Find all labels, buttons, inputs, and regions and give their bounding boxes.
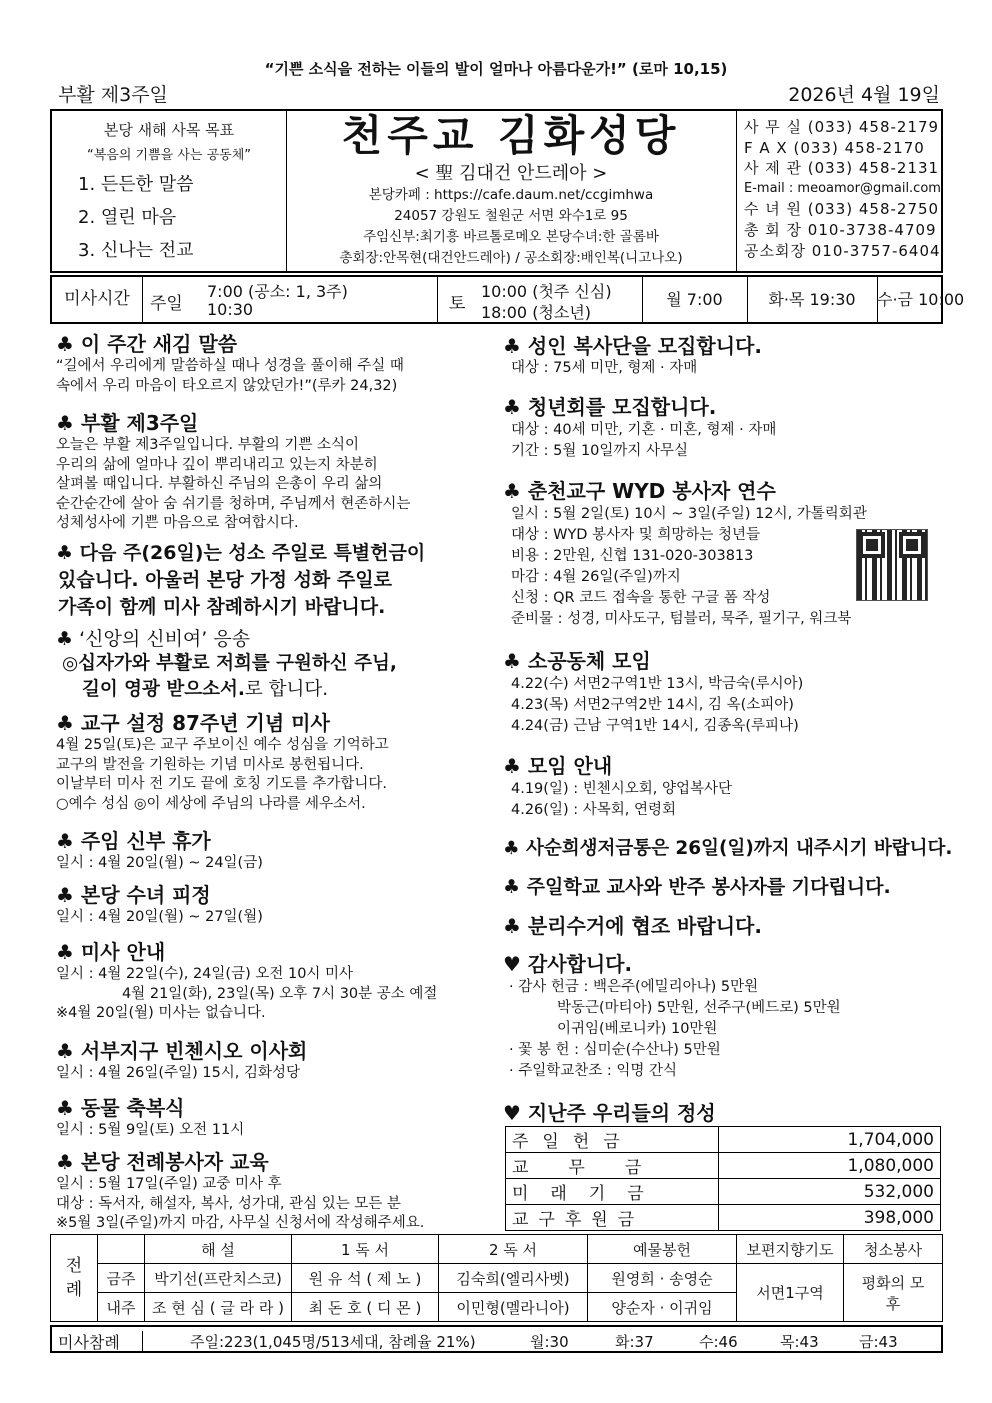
body-line: 대상 : 독서자, 해설자, 복사, 성가대, 관심 있는 모든 분: [56, 1195, 401, 1212]
sister-retreat-section: [56, 879, 263, 928]
acclamation-response: 길이 영광 받으소서.: [82, 679, 245, 700]
column-header: 1 독 서: [292, 1235, 439, 1264]
thanks-section: [503, 948, 841, 1082]
notice-line: ♣ 다음 주(26일)는 성소 주일로 특별헌금이: [56, 542, 426, 564]
section-title: ♣ 미사 안내: [56, 940, 166, 964]
easter-sunday-section: [56, 407, 410, 534]
goal-item: 2. 열린 마음: [78, 207, 177, 228]
acclamation-line: ◎십자가와 부활로 저희를 구원하신 주님,: [62, 653, 397, 674]
offerings-title-wrap: [503, 1097, 716, 1126]
prayer-cell: 서면1구역: [737, 1264, 844, 1322]
table-row: [506, 1127, 941, 1153]
body-line: 대상 : 40세 미만, 기혼 · 미혼, 형제 · 자매: [511, 422, 777, 438]
church-title: 천주교 김화성당: [341, 111, 681, 160]
body-line: 4.23(목) 서면2구역2반 14시, 김 옥(소피아): [511, 697, 794, 713]
body-line: · 꽃 봉 헌 : 심미순(수산나) 5만원: [509, 1042, 721, 1058]
cafe-link[interactable]: 본당카페 : https://cafe.daum.net/ccgimhwa: [368, 187, 654, 203]
table-cell: 김숙희(엘리사벳): [439, 1264, 588, 1293]
tue-thu-mass: 화·목 19:30: [747, 277, 878, 322]
meetings-section: [503, 750, 732, 821]
rectory-phone: 사 제 관 (033) 458-2131: [744, 159, 940, 178]
weekly-verse-section: [56, 328, 404, 396]
blank-header: [98, 1235, 145, 1264]
table-cell: 양순자 · 이귀임: [588, 1293, 737, 1322]
section-title: ♣ 부활 제3주일: [56, 411, 199, 435]
section-title: ♥ 지난주 우리들의 정성: [503, 1101, 716, 1125]
notice-title: ♣ 사순희생저금통은 26일(일)까지 내주시기 바랍니다.: [503, 838, 953, 859]
small-community-section: [503, 645, 803, 737]
mass-guide-section: [56, 936, 437, 1024]
attendance-bar: [50, 1325, 943, 1353]
table-row: [506, 1179, 941, 1205]
diocese-anniversary-section: [56, 707, 389, 814]
table-cell: 최 돈 호 ( 디 몬 ): [292, 1293, 439, 1322]
church-address: 24057 강원도 철원군 서면 와수1로 95: [394, 208, 628, 224]
offering-label: 미래기금: [506, 1179, 719, 1205]
body-line: 준비물 : 성경, 미사도구, 텀블러, 묵주, 필기구, 워크북: [511, 611, 852, 627]
bulletin-date: 2026년 4월 19일: [788, 84, 940, 106]
body-line: 비용 : 2만원, 신협 131-020-303813: [511, 548, 754, 564]
section-title: ♥ 감사합니다.: [503, 952, 633, 976]
wed-fri-mass: 수·금 10:00: [877, 290, 965, 309]
body-line: 이귀임(베로니카) 10만원: [557, 1021, 718, 1037]
body-line: 성체성사에 기쁜 마음으로 참여합시다.: [56, 515, 299, 531]
attendance-tue: 화:37: [615, 1333, 654, 1351]
body-line: 박동근(마티아) 5만원, 선주구(베드로) 5만원: [557, 1000, 841, 1016]
verse-line: “길에서 우리에게 말씀하실 때나 성경을 풀이해 주실 때: [56, 358, 404, 374]
offering-label: 교구후원금: [506, 1205, 719, 1231]
body-line: · 감사 헌금 : 백은주(에밀리아나) 5만원: [509, 979, 759, 995]
table-row: [506, 1153, 941, 1179]
body-line: 순간순간에 살아 숨 쉬기를 청하며, 주님께서 현존하시는: [56, 495, 411, 512]
mission-president-phone: 공소회장 010-3757-6404: [744, 241, 941, 260]
body-line: 일시 : 4월 22일(수), 24일(금) 오전 10시 미사: [56, 966, 354, 982]
sunday-label: 주일: [150, 294, 183, 314]
acclamation-line-2: [82, 677, 397, 703]
section-title: ♣ 본당 전례봉사자 교육: [56, 1150, 269, 1174]
section-title: ♣ 동물 축복식: [56, 1096, 185, 1120]
column-header: 보편지향기도: [737, 1235, 844, 1264]
body-line: 일시 : 5월 2일(토) 10시 ~ 3일(주일) 12시, 가톨릭회관: [511, 506, 867, 522]
column-header: 예물봉헌: [588, 1235, 737, 1264]
altar-servers-section: [503, 330, 762, 379]
offering-amount: 1,080,000: [719, 1153, 941, 1179]
section-title: ♣ 청년회를 모집합니다.: [503, 395, 717, 419]
contact-list: [736, 111, 941, 271]
goals-subtitle: “복음의 기쁨을 사는 공동체”: [86, 148, 251, 163]
sunday-time-1: 7:00 (공소: 1, 3주): [207, 282, 348, 301]
table-cell: 박기선(프란치스코): [145, 1264, 292, 1293]
body-line: 일시 : 4월 26일(주일) 15시, 김화성당: [56, 1065, 301, 1081]
saturday-mass: [437, 277, 643, 322]
body-line: 마감 : 4월 26일(주일)까지: [511, 569, 681, 585]
lent-savings-notice: [503, 834, 952, 860]
body-line: 4.26(일) : 사목회, 연령회: [511, 802, 676, 818]
section-title: ♣ 주임 신부 휴가: [56, 829, 211, 853]
body-line: 오늘은 부활 제3주일입니다. 부활의 기쁜 소식이: [56, 437, 360, 453]
section-title: ♣ ‘신앙의 신비여’ 응송: [56, 628, 251, 650]
body-line: 우리의 삶에 얼마나 깊이 뿌리내리고 있는지 차분히: [56, 456, 378, 473]
saturday-time-2: 18:00 (청소년): [481, 303, 592, 322]
presidents-info: 총회장:안목현(대건안드레아) / 공소회장:배인복(니고나오): [339, 250, 683, 266]
body-line: 대상 : 75세 미만, 형제 · 자매: [511, 360, 698, 376]
president-phone: 총 회 장 010-3738-4709: [744, 220, 937, 239]
patron-saint: < 聖 김대건 안드레아 >: [414, 163, 608, 184]
notice-line: 있습니다. 아울러 본당 가정 성화 주일로: [58, 569, 392, 591]
sunday-time-2: 10:30: [207, 300, 254, 319]
body-line: 일시 : 4월 20일(월) ~ 27일(월): [56, 909, 263, 925]
body-line: 대상 : WYD 봉사자 및 희망하는 청년들: [511, 527, 760, 543]
pastoral-goals: [52, 111, 287, 271]
attendance-sunday: 주일:223(1,045명/513세대, 참례율 21%): [190, 1333, 476, 1351]
vincent-board-section: [56, 1035, 307, 1084]
sunday-school-notice: [503, 872, 891, 899]
body-line: 4.22(수) 서면2구역1반 13시, 박금숙(루시아): [511, 676, 804, 692]
verse-line: 속에서 우리 마음이 타오르지 않았던가!”(루카 24,32): [56, 377, 398, 394]
notice-line: 가족이 함께 미사 참례하시기 바랍니다.: [58, 596, 386, 618]
offering-label: 주일헌금: [506, 1127, 719, 1153]
table-row: [506, 1205, 941, 1231]
body-line: 4.19(일) : 빈첸시오회, 양업복사단: [511, 781, 732, 797]
attendance-fri: 금:43: [859, 1333, 898, 1351]
liturgy-training-section: [56, 1146, 424, 1234]
offering-amount: 398,000: [719, 1205, 941, 1231]
section-title: ♣ 모임 안내: [503, 754, 613, 778]
fax-number: F A X (033) 458-2170: [744, 138, 925, 157]
priest-info: 주임신부:최기흥 바르톨로메오 본당수녀:한 골롬바: [363, 229, 659, 245]
column-header: 해 설: [145, 1235, 292, 1264]
section-title: ♣ 이 주간 새김 말씀: [56, 332, 238, 356]
masthead: [50, 109, 943, 273]
week-label: 내주: [98, 1293, 145, 1322]
offerings-table: [505, 1126, 941, 1231]
table-row: [51, 1235, 943, 1264]
wyd-training-section: [503, 475, 867, 630]
body-line: 이날부터 미사 전 기도 끝에 호칭 기도를 추가합니다.: [56, 776, 388, 792]
body-line: 일시 : 5월 9일(토) 오전 11시: [56, 1122, 245, 1138]
section-title: ♣ 서부지구 빈첸시오 이사회: [56, 1039, 308, 1063]
body-line: 4월 21일(화), 23일(목) 오후 7시 30분 공소 예절: [122, 985, 438, 1002]
section-title: ♣ 소공동체 모임: [503, 649, 651, 673]
mass-times-label: 미사시간: [52, 277, 143, 322]
acclamation-suffix: 로 합니다.: [244, 679, 329, 700]
goal-item: 3. 신나는 전교: [78, 240, 194, 261]
body-line: ※4월 20일(월) 미사는 없습니다.: [56, 1005, 266, 1021]
body-line: 살펴볼 때입니다. 부활하신 주님의 은총이 우리 삶의: [56, 476, 383, 492]
offering-amount: 532,000: [719, 1179, 941, 1205]
column-header: 2 독 서: [439, 1235, 588, 1264]
goal-item: 1. 든든한 말씀: [78, 174, 194, 195]
youth-group-section: [503, 391, 776, 462]
notice-title: ♣ 주일학교 교사와 반주 봉사자를 기다립니다.: [503, 876, 891, 898]
week-label: 금주: [98, 1264, 145, 1293]
office-phone: 사 무 실 (033) 458-2179: [744, 118, 940, 136]
monday-mass: 월 7:00: [642, 277, 748, 322]
liturgy-duty-table: [50, 1234, 943, 1322]
duty-row-label-text: 전례: [65, 1256, 83, 1300]
goals-title: 본당 새해 사목 목표: [103, 121, 235, 139]
section-title: ♣ 춘천교구 WYD 봉사자 연수: [503, 479, 776, 503]
recycling-notice: [503, 910, 762, 939]
attendance-label: 미사참례: [58, 1333, 120, 1352]
vocation-sunday-notice: [56, 540, 425, 621]
sunday-mass: [142, 277, 438, 322]
body-line: 4월 25일(토)은 교구 주보이신 예수 성심을 기억하고: [56, 737, 389, 753]
acclamation-section: [56, 624, 397, 703]
attendance-wed: 수:46: [699, 1333, 738, 1351]
saturday-time-1: 10:00 (첫주 신심): [481, 282, 612, 301]
body-line: 기간 : 5월 10일까지 사무실: [511, 443, 689, 459]
priest-vacation-section: [56, 825, 263, 874]
duty-row-label: [51, 1235, 98, 1322]
body-line: ○예수 성심 ◎이 세상에 주님의 나라를 세우소서.: [56, 795, 366, 812]
column-header: 청소봉사: [844, 1235, 943, 1264]
attendance-thu: 목:43: [780, 1333, 819, 1351]
convent-phone: 수 녀 원 (033) 458-2750: [744, 200, 940, 219]
table-cell: 원영희 · 송영순: [588, 1264, 737, 1293]
offering-amount: 1,704,000: [719, 1127, 941, 1153]
table-row: [51, 1264, 943, 1293]
church-info: [286, 111, 737, 271]
liturgical-week: 부활 제3주일: [58, 84, 168, 106]
qr-code-icon[interactable]: [856, 529, 928, 601]
table-cell: 조 현 심 ( 글 라 라 ): [145, 1293, 292, 1322]
email-address[interactable]: E-mail : meoamor@gmail.com: [744, 180, 941, 196]
body-line: ※5월 3일(주일)까지 마감, 사무실 신청서에 작성해주세요.: [56, 1215, 425, 1231]
animal-blessing-section: [56, 1092, 244, 1141]
body-line: 교구의 발전을 기원하는 기념 미사로 봉헌됩니다.: [56, 756, 364, 773]
mass-times-bar: [50, 275, 965, 324]
section-title: ♣ 본당 수녀 피정: [56, 883, 211, 907]
table-cell: 이민형(멜라니아): [439, 1293, 588, 1322]
notice-title: ♣ 분리수거에 협조 바랍니다.: [503, 914, 762, 938]
saturday-label: 토: [449, 294, 466, 314]
body-line: 일시 : 5월 17일(주일) 교중 미사 후: [56, 1176, 282, 1192]
attendance-mon: 월:30: [530, 1333, 569, 1351]
table-cell: 원 유 석 ( 제 노 ): [292, 1264, 439, 1293]
divider: [142, 1331, 143, 1351]
offering-label: 교무금: [506, 1153, 719, 1179]
body-line: 신청 : QR 코드 접속을 통한 구글 폼 작성: [511, 590, 771, 606]
body-line: · 주일학교찬조 : 익명 간식: [509, 1063, 678, 1079]
cleaning-cell: 평화의 모후: [844, 1264, 943, 1322]
body-line: 4.24(금) 근남 구역1반 14시, 김종옥(루피나): [511, 718, 799, 734]
section-title: ♣ 성인 복사단을 모집합니다.: [503, 334, 762, 358]
body-line: 일시 : 4월 20일(월) ~ 24일(금): [56, 855, 263, 871]
header-quote: “기쁜 소식을 전하는 이들의 발이 얼마나 아름다운가!” (로마 10,15): [264, 60, 728, 78]
section-title: ♣ 교구 설정 87주년 기념 미사: [56, 711, 330, 735]
